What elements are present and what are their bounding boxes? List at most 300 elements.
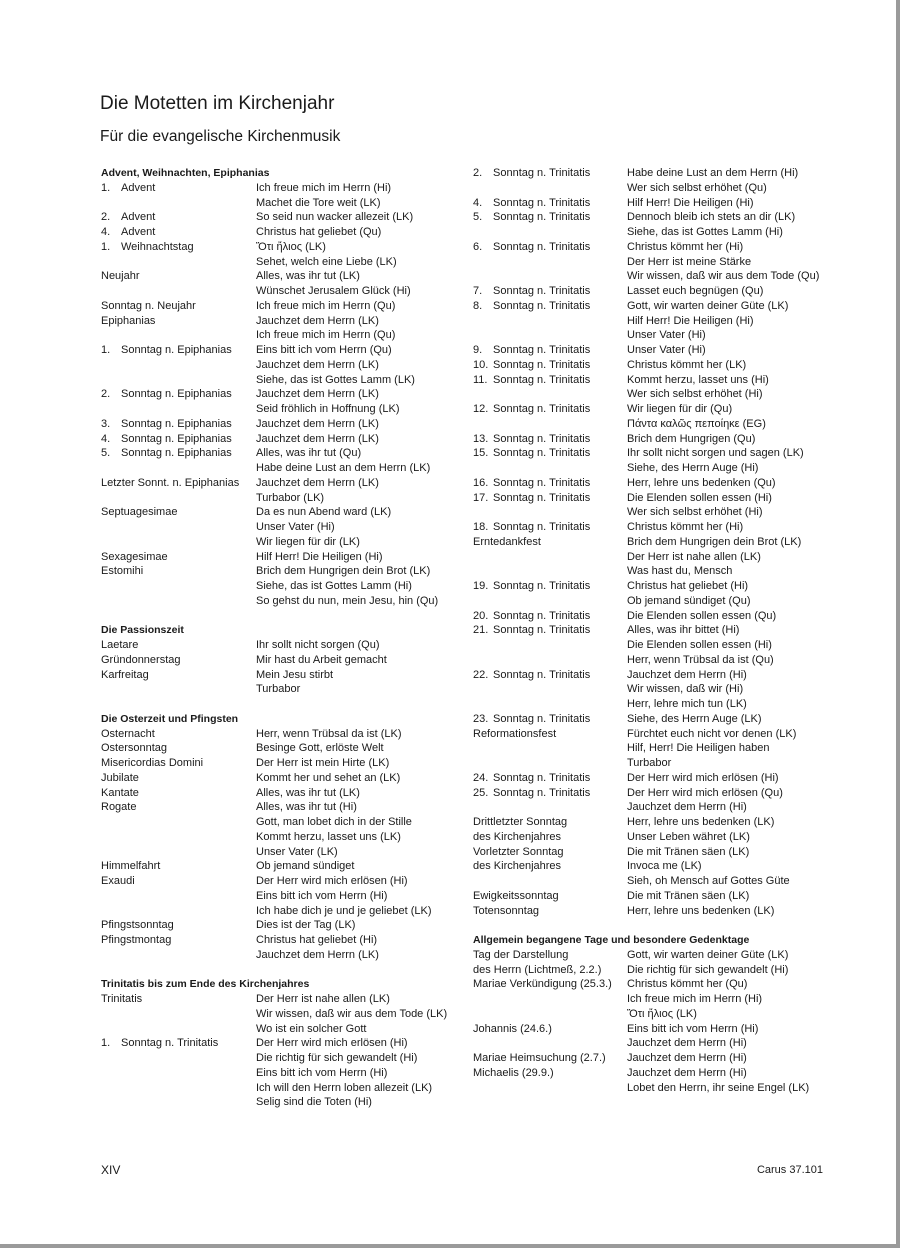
calendar-entry-row: [101, 933, 451, 948]
occasion-text: Mariae Heimsuchung (2.7.): [473, 1052, 606, 1064]
section-spacer: [101, 697, 451, 712]
calendar-entry-row: [473, 255, 843, 270]
occasion-label: [473, 225, 627, 240]
motet-title: Christus hat geliebet (Hi): [627, 580, 749, 592]
occasion-label: [101, 992, 256, 1007]
occasion-text: Sexagesimae: [101, 550, 168, 563]
occasion-number: 11.: [473, 373, 488, 386]
occasion-label: [473, 815, 627, 830]
motet-title: Die richtig für sich gewandelt (Hi): [627, 963, 789, 976]
page-subtitle: Für die evangelische Kirchenmusik: [100, 128, 341, 145]
calendar-entry-row: [101, 373, 451, 388]
occasion-label: [101, 284, 256, 299]
occasion-label: [473, 358, 627, 373]
occasion-label: [473, 977, 627, 992]
occasion-label: [473, 461, 627, 476]
occasion-label: [473, 653, 627, 668]
calendar-entry-row: [473, 358, 843, 373]
occasion-label: [473, 800, 627, 815]
occasion-label: [473, 373, 627, 388]
calendar-entry-row: [101, 638, 451, 653]
motet-title: Alles, was ihr bittet (Hi): [627, 624, 740, 637]
left-column: [101, 166, 451, 1110]
occasion-label: [473, 948, 627, 963]
occasion-label: [473, 446, 627, 461]
motet-title: Gott, wir warten deiner Güte (LK): [627, 299, 789, 312]
occasion-label: [473, 491, 627, 506]
calendar-entry-row: [101, 181, 451, 196]
calendar-entry-row: [101, 343, 451, 358]
occasion-text: Sonntag n. Trinitatis: [493, 521, 591, 533]
occasion-text: Sonntag n. Trinitatis: [493, 491, 591, 504]
calendar-entry-row: [473, 417, 843, 432]
motet-title: Wo ist ein solcher Gott: [256, 1022, 367, 1035]
occasion-text: Mariae Verkündigung (25.3.): [473, 978, 612, 991]
calendar-entry-row: [473, 196, 843, 211]
motet-title: Hilf Herr! Die Heiligen (Hi): [627, 196, 754, 209]
occasion-label: [101, 417, 256, 432]
calendar-entry-row: [473, 1051, 843, 1066]
section-spacer: [101, 963, 451, 978]
calendar-entry-row: [101, 948, 451, 963]
motet-title: Wünschet Jerusalem Glück (Hi): [256, 285, 411, 297]
occasion-number: 23.: [473, 712, 489, 725]
occasion-number: 16.: [473, 476, 489, 489]
occasion-text: des Kirchenjahres: [473, 830, 562, 843]
section-heading: Die Osterzeit und Pfingsten: [101, 712, 239, 725]
motet-title: Der Herr ist meine Stärke: [627, 255, 752, 268]
occasion-label: [101, 314, 256, 329]
occasion-label: [101, 859, 256, 874]
motet-title: Eins bitt ich vom Herrn (Qu): [256, 344, 392, 356]
occasion-number: 6.: [473, 240, 483, 253]
occasion-text: Sonntag n. Trinitatis: [493, 196, 591, 209]
occasion-text: Sonntag n. Trinitatis: [493, 403, 591, 415]
calendar-entry-row: [473, 240, 843, 255]
occasion-number: 2.: [101, 388, 111, 401]
calendar-entry-row: [101, 845, 451, 860]
motet-title: Herr, lehre uns bedenken (Qu): [627, 476, 776, 489]
occasion-label: [473, 550, 627, 565]
motet-title: Turbabor: [627, 757, 672, 769]
calendar-entry-row: [473, 904, 843, 919]
calendar-entry-row: [101, 727, 451, 742]
occasion-text: Rogate: [101, 801, 137, 814]
calendar-entry-row: [473, 786, 843, 801]
occasion-number: 7.: [473, 285, 483, 297]
occasion-text: Pfingstmontag: [101, 934, 172, 946]
occasion-label: [101, 446, 256, 461]
motet-title: Eins bitt ich vom Herrn (Hi): [627, 1022, 759, 1035]
occasion-label: [473, 682, 627, 697]
motet-title: Alles, was ihr tut (LK): [256, 786, 360, 799]
occasion-label: [473, 1081, 627, 1096]
calendar-entry-row: [473, 1036, 843, 1051]
occasion-label: [473, 668, 627, 683]
occasion-text: Reformationsfest: [473, 727, 557, 740]
calendar-entry-row: [101, 579, 451, 594]
occasion-text: Estomihi: [101, 565, 144, 578]
motet-title: Brich dem Hungrigen dein Brot (LK): [627, 535, 802, 548]
occasion-number: 20.: [473, 609, 489, 622]
calendar-entry-row: [473, 638, 843, 653]
motet-title: Da es nun Abend ward (LK): [256, 506, 392, 519]
occasion-text: Michaelis (29.9.): [473, 1066, 554, 1079]
calendar-entry-row: [101, 786, 451, 801]
calendar-entry-row: [473, 741, 843, 756]
motet-title: Gott, man lobet dich in der Stille: [256, 816, 412, 828]
motet-title: Christus kömmt her (Hi): [627, 521, 744, 533]
occasion-label: [473, 432, 627, 447]
motet-title: Ob jemand sündiget: [256, 860, 355, 873]
calendar-entry-row: [101, 1007, 451, 1022]
calendar-entry-row: [101, 1051, 451, 1066]
motet-title: Eins bitt ich vom Herrn (Hi): [256, 1066, 388, 1079]
calendar-entry-row: [473, 859, 843, 874]
occasion-label: [473, 638, 627, 653]
calendar-entry-row: [473, 889, 843, 904]
occasion-label: [101, 830, 256, 845]
occasion-label: [473, 535, 627, 550]
motet-title: Sehet, welch eine Liebe (LK): [256, 255, 397, 268]
motet-title: Sieh, oh Mensch auf Gottes Güte: [627, 875, 790, 887]
occasion-number: 5.: [101, 447, 111, 460]
calendar-entry-row: [101, 1066, 451, 1081]
occasion-text: Advent: [121, 226, 156, 238]
occasion-text: Drittletzter Sonntag: [473, 816, 568, 828]
occasion-label: [101, 815, 256, 830]
occasion-text: Neujahr: [101, 270, 140, 283]
motet-title: Besinge Gott, erlöste Welt: [256, 742, 384, 755]
section-heading: Trinitatis bis zum Ende des Kirchenjahres: [101, 978, 310, 991]
calendar-entry-row: [101, 328, 451, 343]
calendar-entry-row: [101, 1081, 451, 1096]
motet-title: Ich freue mich im Herrn (Qu): [256, 299, 396, 312]
occasion-label: [473, 284, 627, 299]
calendar-entry-row: [473, 166, 843, 181]
occasion-label: [101, 756, 256, 771]
occasion-text: Sonntag n. Trinitatis: [493, 668, 591, 681]
occasion-label: [101, 771, 256, 786]
motet-title: Unser Vater (Hi): [627, 344, 706, 356]
occasion-text: Ewigkeitssonntag: [473, 889, 559, 902]
occasion-text: Weihnachtstag: [121, 240, 194, 253]
motet-title: Jauchzet dem Herrn (LK): [256, 417, 379, 430]
occasion-text: Septuagesimae: [101, 506, 178, 519]
motet-title: Machet die Tore weit (LK): [256, 196, 381, 209]
occasion-number: 17.: [473, 491, 489, 504]
occasion-label: [101, 904, 256, 919]
calendar-entry-row: [101, 491, 451, 506]
calendar-entry-row: [473, 343, 843, 358]
occasion-label: [101, 1007, 256, 1022]
calendar-entry-row: [473, 653, 843, 668]
occasion-number: 4.: [473, 196, 483, 209]
motet-title: Alles, was ihr tut (Qu): [256, 447, 362, 460]
occasion-label: [101, 343, 256, 358]
occasion-text: Sonntag n. Trinitatis: [493, 476, 591, 489]
occasion-text: Sonntag n. Trinitatis: [493, 211, 591, 224]
occasion-text: Jubilate: [101, 771, 139, 784]
occasion-label: [473, 579, 627, 594]
right-column: [473, 166, 843, 1095]
occasion-label: [101, 874, 256, 889]
occasion-text: Sonntag n. Epiphanias: [121, 447, 232, 460]
motet-title: Jauchzet dem Herrn (LK): [256, 432, 379, 445]
occasion-label: [473, 1022, 627, 1037]
occasion-label: [473, 476, 627, 491]
motet-title: Der Herr ist mein Hirte (LK): [256, 757, 390, 769]
occasion-label: [101, 1022, 256, 1037]
occasion-label: [473, 402, 627, 417]
calendar-entry-row: [101, 505, 451, 520]
occasion-label: [101, 432, 256, 447]
occasion-label: [101, 491, 256, 506]
occasion-text: des Herrn (Lichtmeß, 2.2.): [473, 963, 602, 976]
motet-title: Der Herr wird mich erlösen (Qu): [627, 786, 783, 799]
calendar-entry-row: [473, 845, 843, 860]
occasion-text: Sonntag n. Trinitatis: [493, 786, 591, 799]
calendar-entry-row: [101, 387, 451, 402]
motet-title: Siehe, das ist Gottes Lamm (LK): [256, 373, 415, 386]
motet-title: Kommt her und sehet an (LK): [256, 771, 401, 784]
calendar-entry-row: [473, 476, 843, 491]
calendar-entry-row: [101, 859, 451, 874]
motet-title: Ob jemand sündiget (Qu): [627, 594, 751, 607]
occasion-label: [101, 373, 256, 388]
occasion-text: Sonntag n. Trinitatis: [493, 373, 591, 386]
calendar-entry-row: [473, 387, 843, 402]
occasion-label: [101, 594, 256, 609]
occasion-label: [101, 653, 256, 668]
occasion-label: [101, 1066, 256, 1081]
occasion-label: [101, 1036, 256, 1051]
occasion-label: [473, 963, 627, 978]
occasion-label: [473, 623, 627, 638]
calendar-entry-row: [473, 210, 843, 225]
calendar-entry-row: [101, 550, 451, 565]
motet-title: Wir wissen, daß wir (Hi): [627, 683, 744, 696]
calendar-entry-row: [101, 520, 451, 535]
occasion-label: [473, 343, 627, 358]
motet-title: Wir wissen, daß wir aus dem Tode (LK): [256, 1007, 448, 1020]
occasion-text: Himmelfahrt: [101, 860, 161, 873]
occasion-label: [473, 255, 627, 270]
occasion-label: [101, 1081, 256, 1096]
motet-title: Seid fröhlich in Hoffnung (LK): [256, 403, 400, 415]
occasion-label: [101, 933, 256, 948]
occasion-label: [101, 741, 256, 756]
calendar-entry-row: [473, 992, 843, 1007]
occasion-label: [101, 845, 256, 860]
motet-title: Jauchzet dem Herrn (LK): [256, 948, 379, 961]
motet-title: Invoca me (LK): [627, 860, 702, 873]
occasion-text: Sonntag n. Trinitatis: [493, 344, 591, 356]
occasion-label: [473, 594, 627, 609]
motet-title: Turbabor (LK): [256, 491, 325, 504]
occasion-label: [473, 166, 627, 181]
motet-title: Christus kömmt her (LK): [627, 358, 747, 371]
occasion-text: Pfingstsonntag: [101, 919, 174, 932]
page-border-right: [896, 0, 900, 1248]
calendar-entry-row: [473, 756, 843, 771]
catalog-number: Carus 37.101: [756, 1164, 823, 1176]
occasion-label: [101, 889, 256, 904]
motet-title: Wer sich selbst erhöhet (Qu): [627, 181, 767, 194]
motet-title: Eins bitt ich vom Herrn (Hi): [256, 889, 388, 902]
motet-title: Turbabor: [256, 683, 301, 696]
calendar-entry-row: [101, 668, 451, 683]
calendar-entry-row: [101, 1022, 451, 1037]
occasion-label: [473, 609, 627, 624]
calendar-entry-row: [473, 446, 843, 461]
occasion-label: [473, 520, 627, 535]
motet-title: Mein Jesu stirbt: [256, 668, 334, 681]
occasion-text: Erntedankfest: [473, 535, 541, 548]
occasion-text: Sonntag n. Trinitatis: [493, 447, 591, 460]
occasion-text: Sonntag n. Trinitatis: [493, 285, 591, 297]
calendar-entry-row: [101, 564, 451, 579]
calendar-entry-row: [473, 564, 843, 579]
motet-title: Herr, wenn Trübsal da ist (Qu): [627, 653, 774, 666]
occasion-label: [101, 786, 256, 801]
motet-title: Ich freue mich im Herrn (Qu): [256, 329, 396, 342]
calendar-entry-row: [101, 904, 451, 919]
calendar-entry-row: [101, 284, 451, 299]
occasion-text: Advent: [121, 181, 156, 194]
calendar-entry-row: [101, 402, 451, 417]
occasion-text: Sonntag n. Trinitatis: [493, 712, 591, 725]
occasion-number: 15.: [473, 447, 489, 460]
motet-title: Πάντα καλῶς πεποίηκε (EG): [627, 417, 766, 430]
occasion-label: [473, 904, 627, 919]
page-title: Die Motetten im Kirchenjahr: [100, 93, 335, 114]
motet-title: Dennoch bleib ich stets an dir (LK): [627, 211, 796, 224]
motet-title: Christus kömmt her (Hi): [627, 240, 744, 253]
calendar-entry-row: [473, 668, 843, 683]
calendar-entry-row: [473, 623, 843, 638]
calendar-entry-row: [473, 461, 843, 476]
motet-title: Unser Vater (LK): [256, 845, 338, 858]
occasion-text: Sonntag n. Epiphanias: [121, 388, 232, 401]
occasion-number: 1.: [101, 181, 111, 194]
occasion-label: [473, 727, 627, 742]
motet-title: Die mit Tränen säen (LK): [627, 845, 750, 858]
motet-title: Jauchzet dem Herrn (Hi): [627, 668, 747, 681]
occasion-label: [473, 299, 627, 314]
motet-title: Was hast du, Mensch: [627, 565, 733, 578]
occasion-label: [473, 387, 627, 402]
occasion-text: Osternacht: [101, 727, 155, 740]
calendar-entry-row: [101, 461, 451, 476]
section-spacer: [473, 918, 843, 933]
section-heading: Advent, Weihnachten, Epiphanias: [101, 167, 270, 179]
calendar-entry-row: [101, 476, 451, 491]
motet-title: Jauchzet dem Herrn (LK): [256, 358, 379, 371]
occasion-label: [101, 476, 256, 491]
calendar-entry-row: [473, 432, 843, 447]
motet-title: Brich dem Hungrigen dein Brot (LK): [256, 565, 431, 578]
occasion-text: Sonntag n. Trinitatis: [493, 771, 591, 784]
calendar-entry-row: [473, 299, 843, 314]
occasion-text: Laetare: [101, 639, 139, 651]
occasion-text: Sonntag n. Trinitatis: [121, 1037, 219, 1050]
calendar-entry-row: [101, 1036, 451, 1051]
calendar-entry-row: [101, 1095, 451, 1110]
occasion-text: Johannis (24.6.): [473, 1022, 552, 1035]
occasion-label: [473, 564, 627, 579]
motet-title: Wer sich selbst erhöhet (Hi): [627, 506, 763, 519]
occasion-label: [101, 210, 256, 225]
occasion-text: Ostersonntag: [101, 742, 168, 755]
calendar-entry-row: [473, 712, 843, 727]
motet-title: Herr, lehre uns bedenken (LK): [627, 904, 775, 917]
motet-title: Alles, was ihr tut (LK): [256, 270, 360, 283]
page-number: XIV: [101, 1163, 121, 1177]
occasion-text: Sonntag n. Trinitatis: [493, 167, 591, 179]
occasion-label: [473, 328, 627, 343]
occasion-label: [473, 830, 627, 845]
occasion-label: [473, 210, 627, 225]
calendar-entry-row: [473, 491, 843, 506]
motet-title: Wir wissen, daß wir aus dem Tode (Qu): [627, 270, 820, 283]
calendar-entry-row: [473, 269, 843, 284]
calendar-entry-row: [101, 815, 451, 830]
motet-title: Der Herr ist nahe allen (LK): [627, 550, 761, 563]
occasion-number: 8.: [473, 299, 483, 312]
calendar-entry-row: [473, 520, 843, 535]
occasion-text: Exaudi: [101, 875, 135, 887]
motet-title: Herr, lehre uns bedenken (LK): [627, 816, 775, 828]
motet-title: Selig sind die Toten (Hi): [256, 1096, 372, 1109]
calendar-entry-row: [101, 756, 451, 771]
occasion-text: Sonntag n. Trinitatis: [493, 624, 591, 637]
occasion-label: [473, 1066, 627, 1081]
calendar-entry-row: [473, 1081, 843, 1096]
occasion-label: [101, 269, 256, 284]
occasion-number: 13.: [473, 432, 489, 445]
calendar-entry-row: [473, 800, 843, 815]
motet-title: Lasset euch begnügen (Qu): [627, 285, 764, 297]
calendar-entry-row: [101, 594, 451, 609]
calendar-entry-row: [473, 682, 843, 697]
occasion-label: [101, 682, 256, 697]
motet-title: Wir liegen für dir (LK): [256, 535, 360, 548]
motet-title: Brich dem Hungrigen (Qu): [627, 432, 756, 445]
occasion-number: 10.: [473, 358, 489, 371]
occasion-label: [101, 255, 256, 270]
occasion-label: [473, 240, 627, 255]
motet-title: Unser Vater (Hi): [256, 521, 335, 533]
calendar-entry-row: [101, 535, 451, 550]
calendar-entry-row: [101, 196, 451, 211]
occasion-label: [101, 579, 256, 594]
motet-title: Jauchzet dem Herrn (Hi): [627, 1037, 747, 1050]
calendar-entry-row: [101, 358, 451, 373]
calendar-entry-row: [473, 830, 843, 845]
motet-title: Ὅτι ἤλιος (LK): [627, 1007, 697, 1020]
motet-title: Siehe, das ist Gottes Lamm (Hi): [627, 226, 783, 238]
motet-title: Wir liegen für dir (Qu): [627, 403, 733, 415]
occasion-label: [101, 948, 256, 963]
calendar-entry-row: [101, 417, 451, 432]
motet-title: Alles, was ihr tut (Hi): [256, 801, 357, 814]
occasion-label: [473, 859, 627, 874]
motet-title: Unser Leben währet (LK): [627, 830, 750, 843]
motet-title: Jauchzet dem Herrn (LK): [256, 476, 379, 489]
motet-title: Habe deine Lust an dem Herrn (Hi): [627, 167, 799, 179]
calendar-entry-row: [473, 314, 843, 329]
